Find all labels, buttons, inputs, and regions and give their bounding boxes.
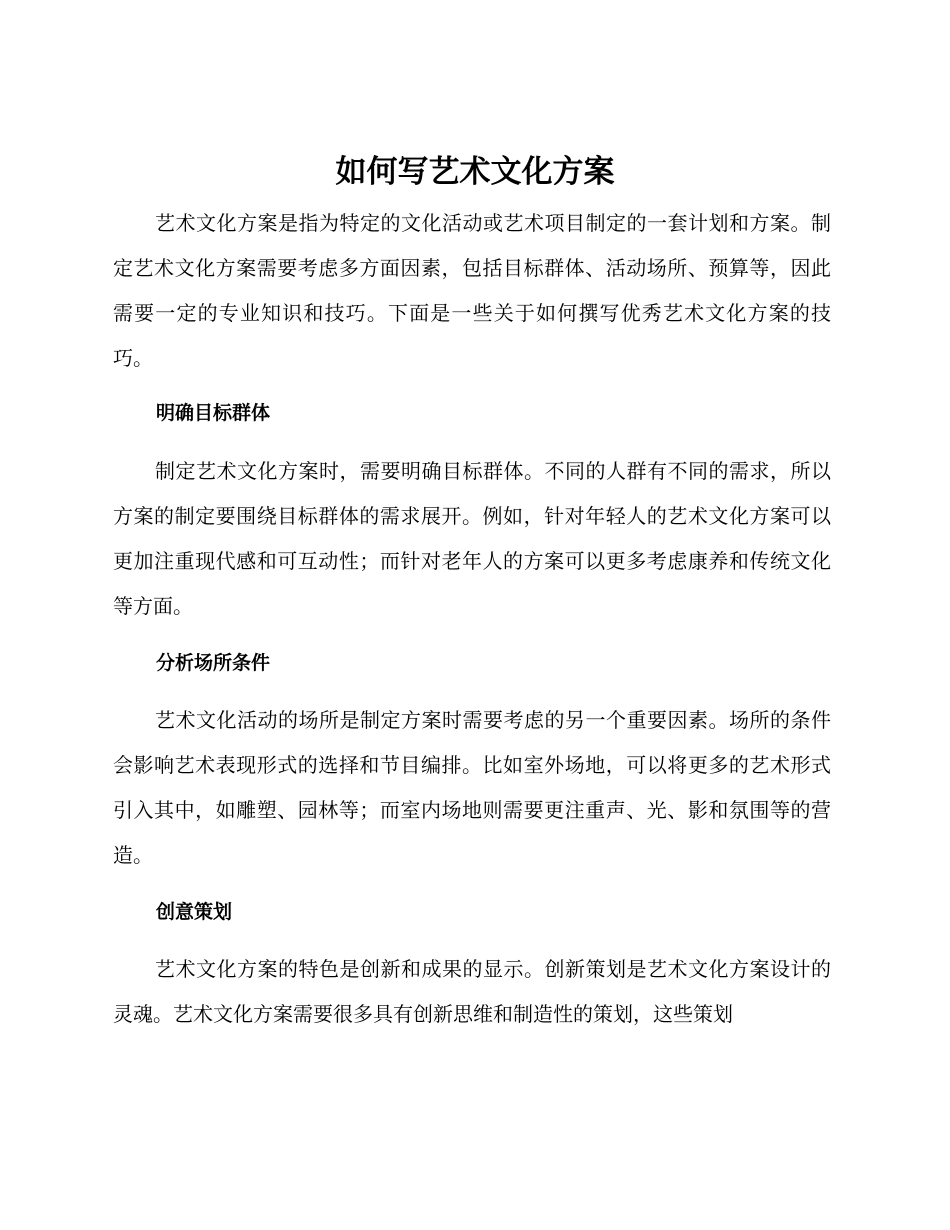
section-heading-creative-planning: 创意策划 [156,901,233,923]
section-paragraph-target-audience: 制定艺术文化方案时，需要明确目标群体。不同的人群有不同的需求，所以方案的制定要围绕目标群体的需求展开。例如，针对年轻人的艺术文化方案可以更加注重现代感和可互动性；而针对老年人的方案可以更多考虑康养和传统文化等方面。 [113,459,831,618]
document-title: 如何写艺术文化方案 [335,154,615,190]
section-heading-venue-analysis: 分析场所条件 [156,652,271,674]
section-paragraph-creative-planning: 艺术文化方案的特色是创新和成果的显示。创新策划是艺术文化方案设计的灵魂。艺术文化方案需要很多具有创新思维和制造性的策划，这些策划 [113,957,831,1026]
intro-paragraph: 艺术文化方案是指为特定的文化活动或艺术项目制定的一套计划和方案。制定艺术文化方案需要考虑多方面因素，包括目标群体、活动场所、预算等，因此需要一定的专业知识和技巧。下面是一些关于如何撰写优秀艺术文化方案的技巧。 [113,211,831,370]
section-heading-target-audience: 明确目标群体 [156,402,271,424]
section-paragraph-venue-analysis: 艺术文化活动的场所是制定方案时需要考虑的另一个重要因素。场所的条件会影响艺术表现形式的选择和节目编排。比如室外场地，可以将更多的艺术形式引入其中，如雕塑、园林等；而室内场地则需要更注重声、光、影和氛围等的营造。 [113,708,831,867]
